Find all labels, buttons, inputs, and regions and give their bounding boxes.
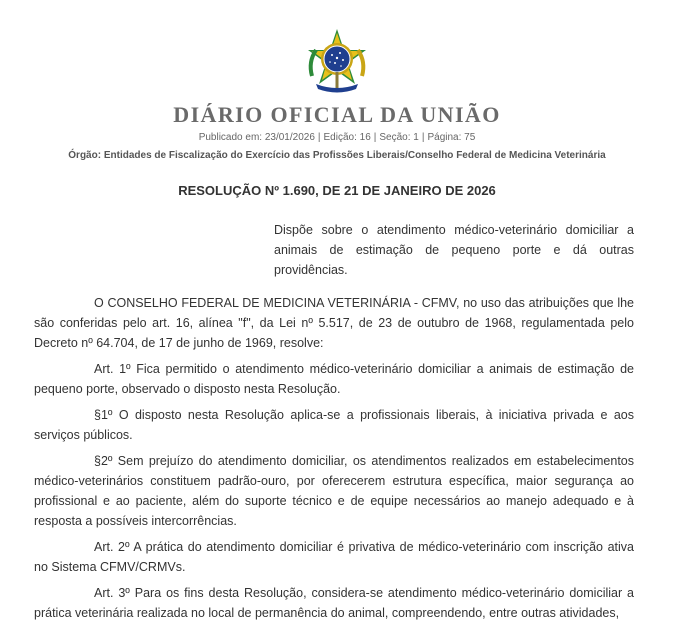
page-number: Página: 75 [427,132,476,143]
masthead-title: DIÁRIO OFICIAL DA UNIÃO [173,102,501,127]
edition-number: Edição: 16 [323,132,371,143]
separator: | [317,132,321,143]
orgao-value: Entidades de Fiscalização do Exercício das Profissões Liberais/Conselho Federal de Medicina Veterinária [103,150,606,161]
article-2: Art. 2º A prática do atendimento domiciliar é privativa de médico-veterinário com inscrição ativa no Sistema CFMV/CRMVs. [34,540,634,574]
orgao-label: Órgão: [68,150,102,161]
ementa: Dispõe sobre o atendimento médico-veterinário domiciliar a animais de estimação de pequeno porte e dá outras providências. [274,223,634,277]
orgao-line [0,150,674,161]
published-date: Publicado em: 23/01/2026 [198,132,315,143]
article-1-paragraph-2: §2º Sem prejuízo do atendimento domiciliar, os atendimentos realizados em estabelecimentos médico-veterinários constituem padrão-ouro, por oferecerem estrutura específica, maior segurança ao profissional e ao paciente, além do suporte técnico e de equipe necessários ao manejo adequado e à resposta a possíveis intercorrências. [34,454,634,528]
resolution-title: RESOLUÇÃO Nº 1.690, DE 21 DE JANEIRO DE 2026 [178,183,496,198]
brazil-coat-of-arms-icon [302,26,372,96]
separator: | [421,132,425,143]
article-1: Art. 1º Fica permitido o atendimento médico-veterinário domiciliar a animais de estimação de pequeno porte, observado o disposto nesta Resolução. [34,362,634,396]
separator: | [373,132,377,143]
preamble-paragraph: O CONSELHO FEDERAL DE MEDICINA VETERINÁRIA - CFMV, no uso das atribuições que lhe são conferidas pelo art. 16, alínea "f", da Lei nº 5.517, de 23 de outubro de 1968, regulamentada pelo Decreto nº 64.704, de 17 de junho de 1969, resolve: [34,296,634,350]
section-number: Seção: 1 [379,132,419,143]
article-1-paragraph-1: §1º O disposto nesta Resolução aplica-se a profissionais liberais, à iniciativa privada e aos serviços públicos. [34,408,634,442]
article-3: Art. 3º Para os fins desta Resolução, considera-se atendimento médico-veterinário domiciliar a prática veterinária realizada no local de permanência do animal, compreendendo, entre outras atividades, [34,586,634,620]
resolution-body [34,293,634,629]
publication-info [0,132,674,143]
